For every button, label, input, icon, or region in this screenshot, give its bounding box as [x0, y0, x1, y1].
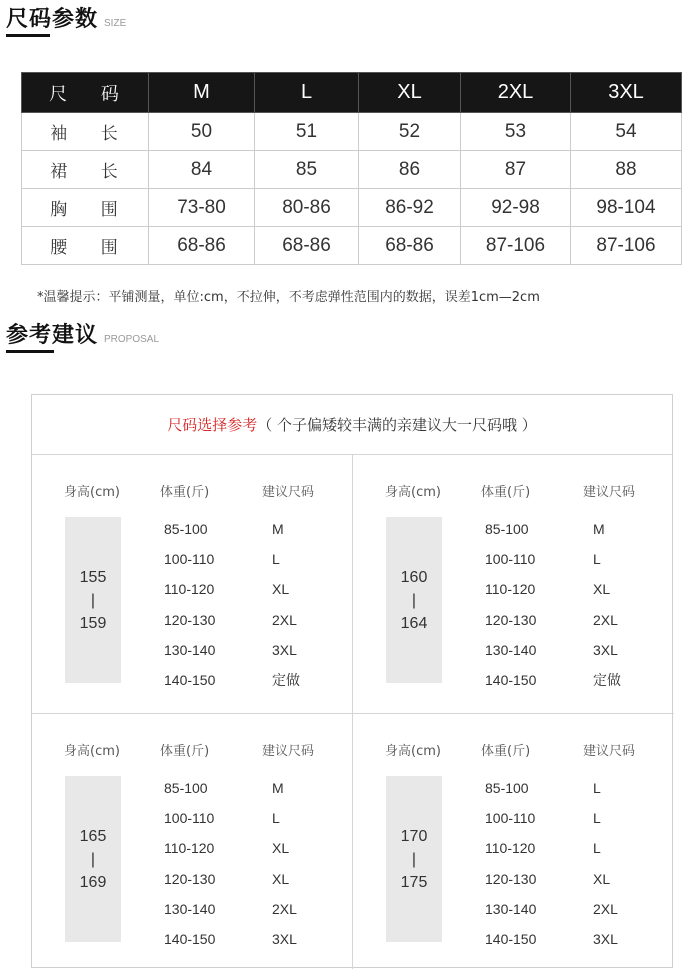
suggested-size: 3XL [593, 641, 618, 658]
height-separator: | [411, 591, 417, 609]
weight-size-list [485, 514, 653, 695]
table-row [22, 189, 682, 227]
list-item [485, 574, 653, 604]
proposal-section-title: 参考建议 [6, 323, 99, 348]
table-row [22, 227, 682, 265]
weight-range: 85-100 [164, 780, 208, 797]
table-cell: 92-98 [461, 189, 571, 227]
list-item [164, 894, 332, 924]
table-cell: 86-92 [359, 189, 461, 227]
suggested-size: L [593, 810, 601, 827]
size-header: 建议尺码 [262, 485, 315, 500]
weight-size-list [164, 773, 332, 954]
header-cell: M [149, 73, 255, 113]
height-range [386, 517, 442, 683]
weight-range: 140-150 [164, 672, 216, 689]
list-item [485, 605, 653, 635]
table-row [22, 151, 682, 189]
weight-range: 140-150 [485, 931, 537, 948]
height-header: 身高(cm) [64, 485, 120, 500]
table-cell: 80-86 [255, 189, 359, 227]
height-header: 身高(cm) [385, 485, 441, 500]
list-item [164, 773, 332, 803]
weight-range: 120-130 [164, 870, 216, 887]
suggested-size: 3XL [593, 931, 618, 948]
list-item [164, 665, 332, 695]
weight-range: 130-140 [164, 900, 216, 917]
row-label: 腰 围 [22, 227, 149, 265]
weight-range: 85-100 [485, 780, 529, 797]
size-recommendation-panel [31, 394, 673, 968]
suggested-size: L [593, 780, 601, 797]
row-label: 袖 长 [22, 113, 149, 151]
suggested-size: M [272, 780, 284, 797]
height-block-155-159 [32, 455, 352, 713]
list-item [485, 773, 653, 803]
panel-title-hint: （ 个子偏矮较丰满的亲建议大一尺码哦 ） [257, 416, 537, 434]
header-cell: L [255, 73, 359, 113]
list-item [164, 544, 332, 574]
weight-range: 100-110 [164, 810, 215, 827]
weight-header: 体重(斤) [160, 744, 210, 759]
table-row [22, 113, 682, 151]
list-item [164, 924, 332, 954]
weight-range: 120-130 [164, 611, 216, 628]
measurement-note: *温馨提示：平铺测量，单位:cm，不拉伸，不考虑弹性范围内的数据，误差1cm—2cm [37, 290, 540, 305]
height-block-165-169 [32, 714, 352, 972]
header-cell: XL [359, 73, 461, 113]
height-block-170-175 [353, 714, 673, 972]
weight-size-list [164, 514, 332, 695]
weight-range: 100-110 [485, 551, 536, 568]
table-cell: 50 [149, 113, 255, 151]
table-cell: 73-80 [149, 189, 255, 227]
size-section-header [6, 2, 126, 33]
row-label: 胸 围 [22, 189, 149, 227]
title-underline [6, 350, 54, 353]
suggested-size: 3XL [272, 641, 297, 658]
proposal-section-header [6, 318, 159, 349]
list-item [485, 514, 653, 544]
suggested-size: 2XL [593, 611, 618, 628]
weight-range: 110-120 [164, 581, 215, 598]
list-item [485, 544, 653, 574]
list-item [485, 864, 653, 894]
suggested-size: 2XL [272, 611, 297, 628]
weight-range: 120-130 [485, 611, 537, 628]
size-section-subtitle: SIZE [104, 18, 127, 29]
weight-range: 110-120 [485, 840, 536, 857]
weight-range: 100-110 [164, 551, 215, 568]
height-from: 155 [79, 568, 107, 586]
suggested-size: L [593, 840, 601, 857]
size-header: 建议尺码 [583, 485, 636, 500]
suggested-size: L [593, 551, 601, 568]
table-cell: 86 [359, 151, 461, 189]
suggested-size: L [272, 810, 280, 827]
table-cell: 53 [461, 113, 571, 151]
height-range [65, 517, 121, 683]
list-item [164, 833, 332, 863]
weight-range: 140-150 [164, 931, 216, 948]
list-item [485, 894, 653, 924]
header-cell: 3XL [571, 73, 682, 113]
weight-size-list [485, 773, 653, 954]
height-from: 160 [400, 568, 428, 586]
weight-header: 体重(斤) [481, 744, 531, 759]
weight-range: 110-120 [164, 840, 215, 857]
height-to: 159 [79, 614, 107, 632]
table-cell: 54 [571, 113, 682, 151]
size-header: 建议尺码 [262, 744, 315, 759]
size-table-header-row [22, 73, 682, 113]
suggested-size: M [593, 521, 605, 538]
height-from: 170 [400, 827, 428, 845]
list-item [164, 605, 332, 635]
table-cell: 87 [461, 151, 571, 189]
table-cell: 68-86 [359, 227, 461, 265]
list-item [164, 635, 332, 665]
suggested-size: XL [593, 581, 611, 598]
height-to: 164 [400, 614, 428, 632]
weight-range: 140-150 [485, 672, 537, 689]
suggested-size: XL [272, 840, 290, 857]
header-cell: 2XL [461, 73, 571, 113]
height-range [65, 776, 121, 942]
height-header: 身高(cm) [64, 744, 120, 759]
list-item [164, 514, 332, 544]
table-cell: 87-106 [571, 227, 682, 265]
table-cell: 68-86 [149, 227, 255, 265]
list-item [485, 924, 653, 954]
suggested-size: L [272, 551, 280, 568]
height-header: 身高(cm) [385, 744, 441, 759]
suggested-size: XL [272, 581, 290, 598]
suggested-size: 定做 [272, 672, 300, 689]
weight-range: 130-140 [164, 641, 216, 658]
height-separator: | [90, 591, 96, 609]
weight-range: 110-120 [485, 581, 536, 598]
height-from: 165 [79, 827, 107, 845]
weight-header: 体重(斤) [160, 485, 210, 500]
list-item [485, 833, 653, 863]
size-header: 建议尺码 [583, 744, 636, 759]
weight-header: 体重(斤) [481, 485, 531, 500]
table-cell: 84 [149, 151, 255, 189]
weight-range: 120-130 [485, 870, 537, 887]
suggested-size: M [272, 521, 284, 538]
table-cell: 51 [255, 113, 359, 151]
height-range [386, 776, 442, 942]
suggested-size: XL [272, 870, 290, 887]
list-item [164, 803, 332, 833]
table-cell: 88 [571, 151, 682, 189]
suggested-size: 2XL [593, 900, 618, 917]
list-item [485, 635, 653, 665]
title-underline [6, 34, 50, 37]
table-cell: 87-106 [461, 227, 571, 265]
list-item [164, 574, 332, 604]
weight-range: 85-100 [164, 521, 208, 538]
panel-title-main: 尺码选择参考 [167, 416, 258, 434]
size-section-title: 尺码参数 [6, 7, 99, 32]
height-block-160-164 [353, 455, 673, 713]
suggested-size: 2XL [272, 900, 297, 917]
row-label: 裙 长 [22, 151, 149, 189]
list-item [485, 803, 653, 833]
list-item [164, 864, 332, 894]
weight-range: 85-100 [485, 521, 529, 538]
height-separator: | [411, 850, 417, 868]
height-to: 169 [79, 873, 107, 891]
table-cell: 52 [359, 113, 461, 151]
suggested-size: 3XL [272, 931, 297, 948]
proposal-section-subtitle: PROPOSAL [104, 334, 160, 345]
weight-range: 130-140 [485, 641, 537, 658]
header-cell: 尺 码 [22, 73, 149, 113]
suggested-size: 定做 [593, 672, 621, 689]
table-cell: 98-104 [571, 189, 682, 227]
height-to: 175 [400, 873, 428, 891]
table-cell: 85 [255, 151, 359, 189]
table-cell: 68-86 [255, 227, 359, 265]
panel-title [32, 395, 672, 455]
suggested-size: XL [593, 870, 611, 887]
height-separator: | [90, 850, 96, 868]
list-item [485, 665, 653, 695]
size-table [21, 72, 682, 265]
weight-range: 130-140 [485, 900, 537, 917]
weight-range: 100-110 [485, 810, 536, 827]
